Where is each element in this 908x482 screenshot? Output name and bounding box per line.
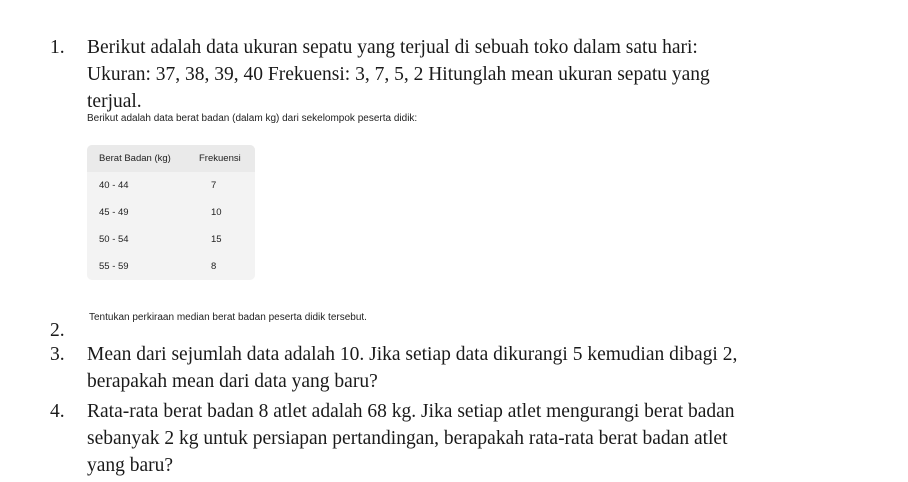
question-line: Rata-rata berat badan 8 atlet adalah 68 kg. Jika setiap atlet mengurangi berat badan [87, 401, 735, 422]
table-cell: 50 - 54 [99, 234, 129, 245]
table-row [87, 253, 255, 280]
question-text [87, 341, 867, 395]
table-cell: 40 - 44 [99, 180, 129, 191]
question-line: sebanyak 2 kg untuk persiapan pertandingan, berapakah rata-rata berat badan atlet [87, 428, 728, 449]
question-number: 3. [50, 344, 65, 365]
table-row [87, 226, 255, 253]
question-line: terjual. [87, 91, 142, 112]
question-line: yang baru? [87, 455, 174, 476]
question-number: 4. [50, 401, 65, 422]
question-line: Berikut adalah data ukuran sepatu yang terjual di sebuah toko dalam satu hari: [87, 37, 698, 58]
question-2-embedded-image [87, 113, 418, 323]
table-row [87, 199, 255, 226]
question-2-intro: Berikut adalah data berat badan (dalam kg) dari sekelompok peserta didik: [87, 113, 418, 124]
question-text [87, 34, 867, 115]
frequency-table [87, 145, 255, 280]
table-cell: 15 [211, 234, 222, 245]
table-cell: 7 [211, 180, 217, 191]
question-2-ask: Tentukan perkiraan median berat badan peserta didik tersebut. [89, 312, 367, 323]
table-header-row [87, 145, 255, 172]
question-line: Mean dari sejumlah data adalah 10. Jika setiap data dikurangi 5 kemudian dibagi 2, [87, 344, 738, 365]
column-header: Frekuensi [199, 153, 241, 164]
table-cell: 55 - 59 [99, 261, 129, 272]
table-cell: 8 [211, 261, 217, 272]
table-cell: 45 - 49 [99, 207, 129, 218]
table-row [87, 172, 255, 199]
column-header: Berat Badan (kg) [99, 153, 171, 164]
question-2-number: 2. [50, 320, 65, 341]
question-line: berapakah mean dari data yang baru? [87, 371, 378, 392]
question-text [87, 398, 867, 479]
question-number: 1. [50, 37, 65, 58]
table-cell: 10 [211, 207, 222, 218]
question-line: Ukuran: 37, 38, 39, 40 Frekuensi: 3, 7, 5, 2 Hitunglah mean ukuran sepatu yang [87, 64, 710, 85]
